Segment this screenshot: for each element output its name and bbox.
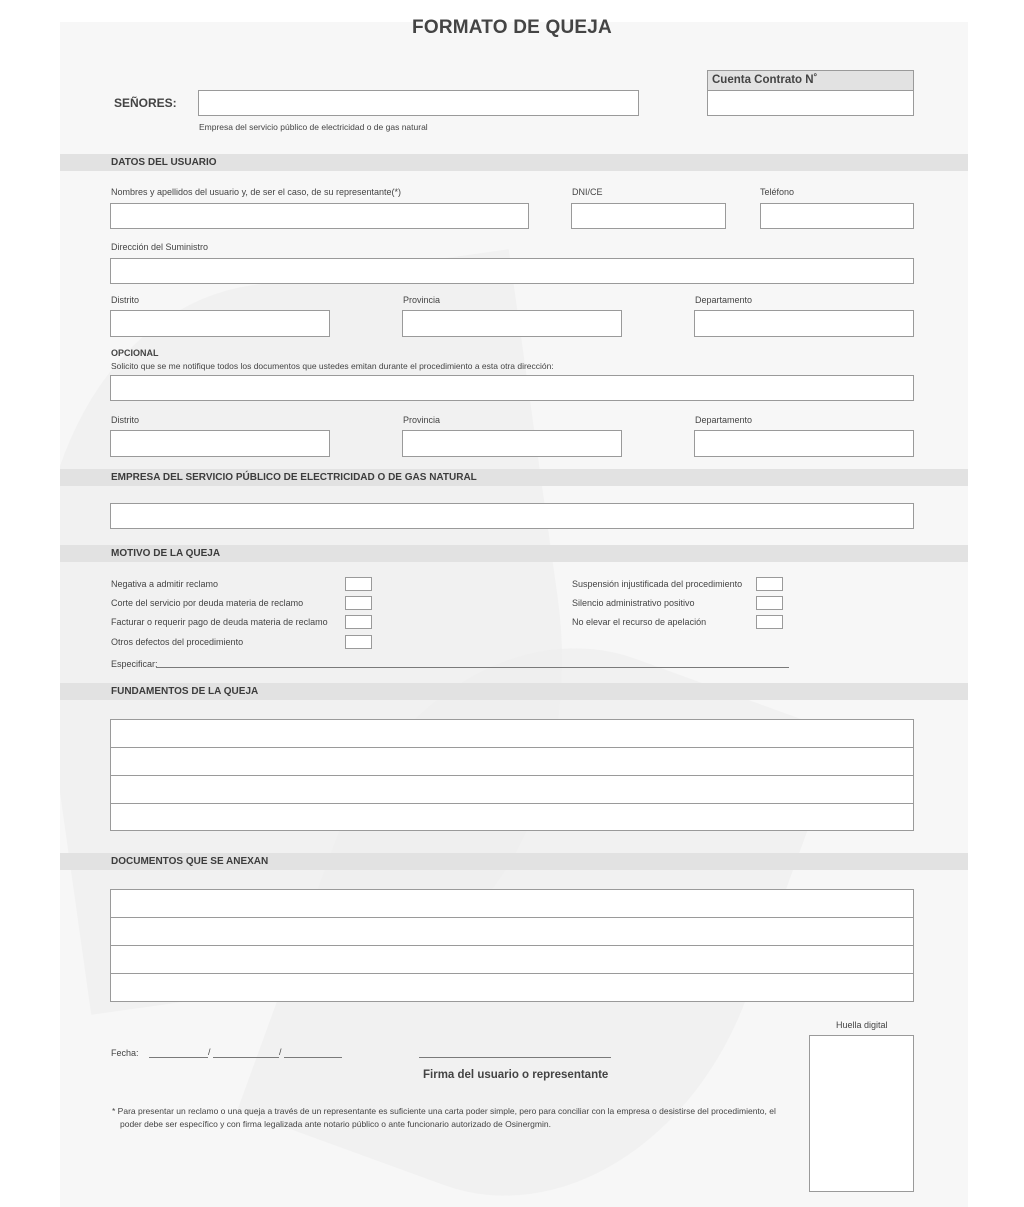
direccion-label: Dirección del Suministro (111, 242, 209, 252)
fecha-label: Fecha: (111, 1048, 139, 1058)
contract-number-field[interactable] (709, 91, 912, 114)
nombres-label: Nombres y apellidos del usuario y, de ser el caso, de su representante(*) (111, 187, 401, 197)
especificar-field[interactable] (156, 667, 789, 668)
footnote-line-2: poder debe ser específico y con firma legalizada ante notario público o ante funcionario autorizado de Osinergmin. (120, 1119, 551, 1129)
distrito-alterno-label: Distrito (111, 415, 140, 425)
motivo-option-label: Otros defectos del procedimiento (111, 637, 244, 647)
departamento-alterno-field[interactable] (694, 430, 914, 457)
section-empresa-title: EMPRESA DEL SERVICIO PÚBLICO DE ELECTRICIDAD O DE GAS NATURAL (111, 472, 477, 483)
section-fundamentos (60, 683, 968, 700)
distrito-label: Distrito (111, 295, 140, 305)
fundamentos-row[interactable] (111, 748, 913, 776)
fundamentos-row[interactable] (111, 720, 913, 748)
opcional-label: OPCIONAL (111, 348, 159, 358)
dni-label: DNI/CE (572, 187, 603, 197)
departamento-alterno-label: Departamento (695, 415, 753, 425)
distrito-field[interactable] (110, 310, 330, 337)
motivo-checkbox[interactable] (345, 615, 372, 629)
motivo-checkbox[interactable] (345, 577, 372, 591)
direccion-field[interactable] (110, 258, 914, 284)
documentos-row[interactable] (111, 918, 913, 946)
fecha-separator: / (279, 1047, 282, 1057)
motivo-checkbox[interactable] (756, 596, 783, 610)
motivo-checkbox[interactable] (345, 596, 372, 610)
section-motivo-title: MOTIVO DE LA QUEJA (111, 548, 221, 559)
fundamentos-field[interactable] (110, 719, 914, 831)
fecha-month-field[interactable] (213, 1057, 279, 1058)
documentos-field[interactable] (110, 889, 914, 1002)
firma-line[interactable] (419, 1057, 611, 1058)
section-empresa (60, 469, 968, 486)
footnote-line-1: * Para presentar un reclamo o una queja a través de un representante es suficiente una carta poder simple, pero para conciliar con la empresa o desistirse del procedimiento, el (112, 1106, 776, 1116)
senores-hint: Empresa del servicio público de electricidad o de gas natural (199, 122, 428, 132)
telefono-field[interactable] (760, 203, 914, 229)
section-documentos (60, 853, 968, 870)
distrito-alterno-field[interactable] (110, 430, 330, 457)
dni-field[interactable] (571, 203, 726, 229)
opcional-text: Solicito que se me notifique todos los documentos que ustedes emitan durante el procedimiento a esta otra dirección: (111, 361, 554, 371)
provincia-alterna-label: Provincia (403, 415, 441, 425)
page-title: FORMATO DE QUEJA (412, 17, 612, 38)
section-fundamentos-title: FUNDAMENTOS DE LA QUEJA (111, 686, 259, 697)
documentos-row[interactable] (111, 974, 913, 1002)
firma-label: Firma del usuario o representante (423, 1069, 609, 1081)
senores-label: SEÑORES: (114, 96, 177, 110)
motivo-checkbox[interactable] (756, 577, 783, 591)
huella-box (809, 1035, 914, 1192)
section-documentos-title: DOCUMENTOS QUE SE ANEXAN (111, 856, 269, 867)
section-usuario-title: DATOS DEL USUARIO (111, 157, 217, 168)
departamento-field[interactable] (694, 310, 914, 337)
motivo-option-label: Corte del servicio por deuda materia de reclamo (111, 598, 304, 608)
fundamentos-row[interactable] (111, 776, 913, 804)
senores-field[interactable] (198, 90, 639, 116)
provincia-field[interactable] (402, 310, 622, 337)
section-usuario (60, 154, 968, 171)
documentos-row[interactable] (111, 890, 913, 918)
empresa-field[interactable] (110, 503, 914, 529)
provincia-label: Provincia (403, 295, 441, 305)
fundamentos-row[interactable] (111, 804, 913, 832)
huella-label: Huella digital (836, 1020, 888, 1030)
motivo-option-label: Negativa a admitir reclamo (111, 579, 219, 589)
fecha-year-field[interactable] (284, 1057, 342, 1058)
form-paper (60, 22, 968, 1207)
direccion-alterna-field[interactable] (110, 375, 914, 401)
motivo-option-label: No elevar el recurso de apelación (572, 617, 707, 627)
departamento-label: Departamento (695, 295, 753, 305)
provincia-alterna-field[interactable] (402, 430, 622, 457)
contract-label: Cuenta Contrato N˚ (712, 74, 818, 86)
nombres-field[interactable] (110, 203, 529, 229)
documentos-row[interactable] (111, 946, 913, 974)
motivo-checkbox[interactable] (756, 615, 783, 629)
motivo-option-label: Silencio administrativo positivo (572, 598, 695, 608)
section-motivo (60, 545, 968, 562)
telefono-label: Teléfono (760, 187, 795, 197)
fecha-day-field[interactable] (149, 1057, 208, 1058)
motivo-option-label: Suspensión injustificada del procedimiento (572, 579, 743, 589)
motivo-option-label: Facturar o requerir pago de deuda materia de reclamo (111, 617, 328, 627)
especificar-label: Especificar: (111, 659, 158, 669)
motivo-checkbox[interactable] (345, 635, 372, 649)
fecha-separator: / (208, 1047, 211, 1057)
